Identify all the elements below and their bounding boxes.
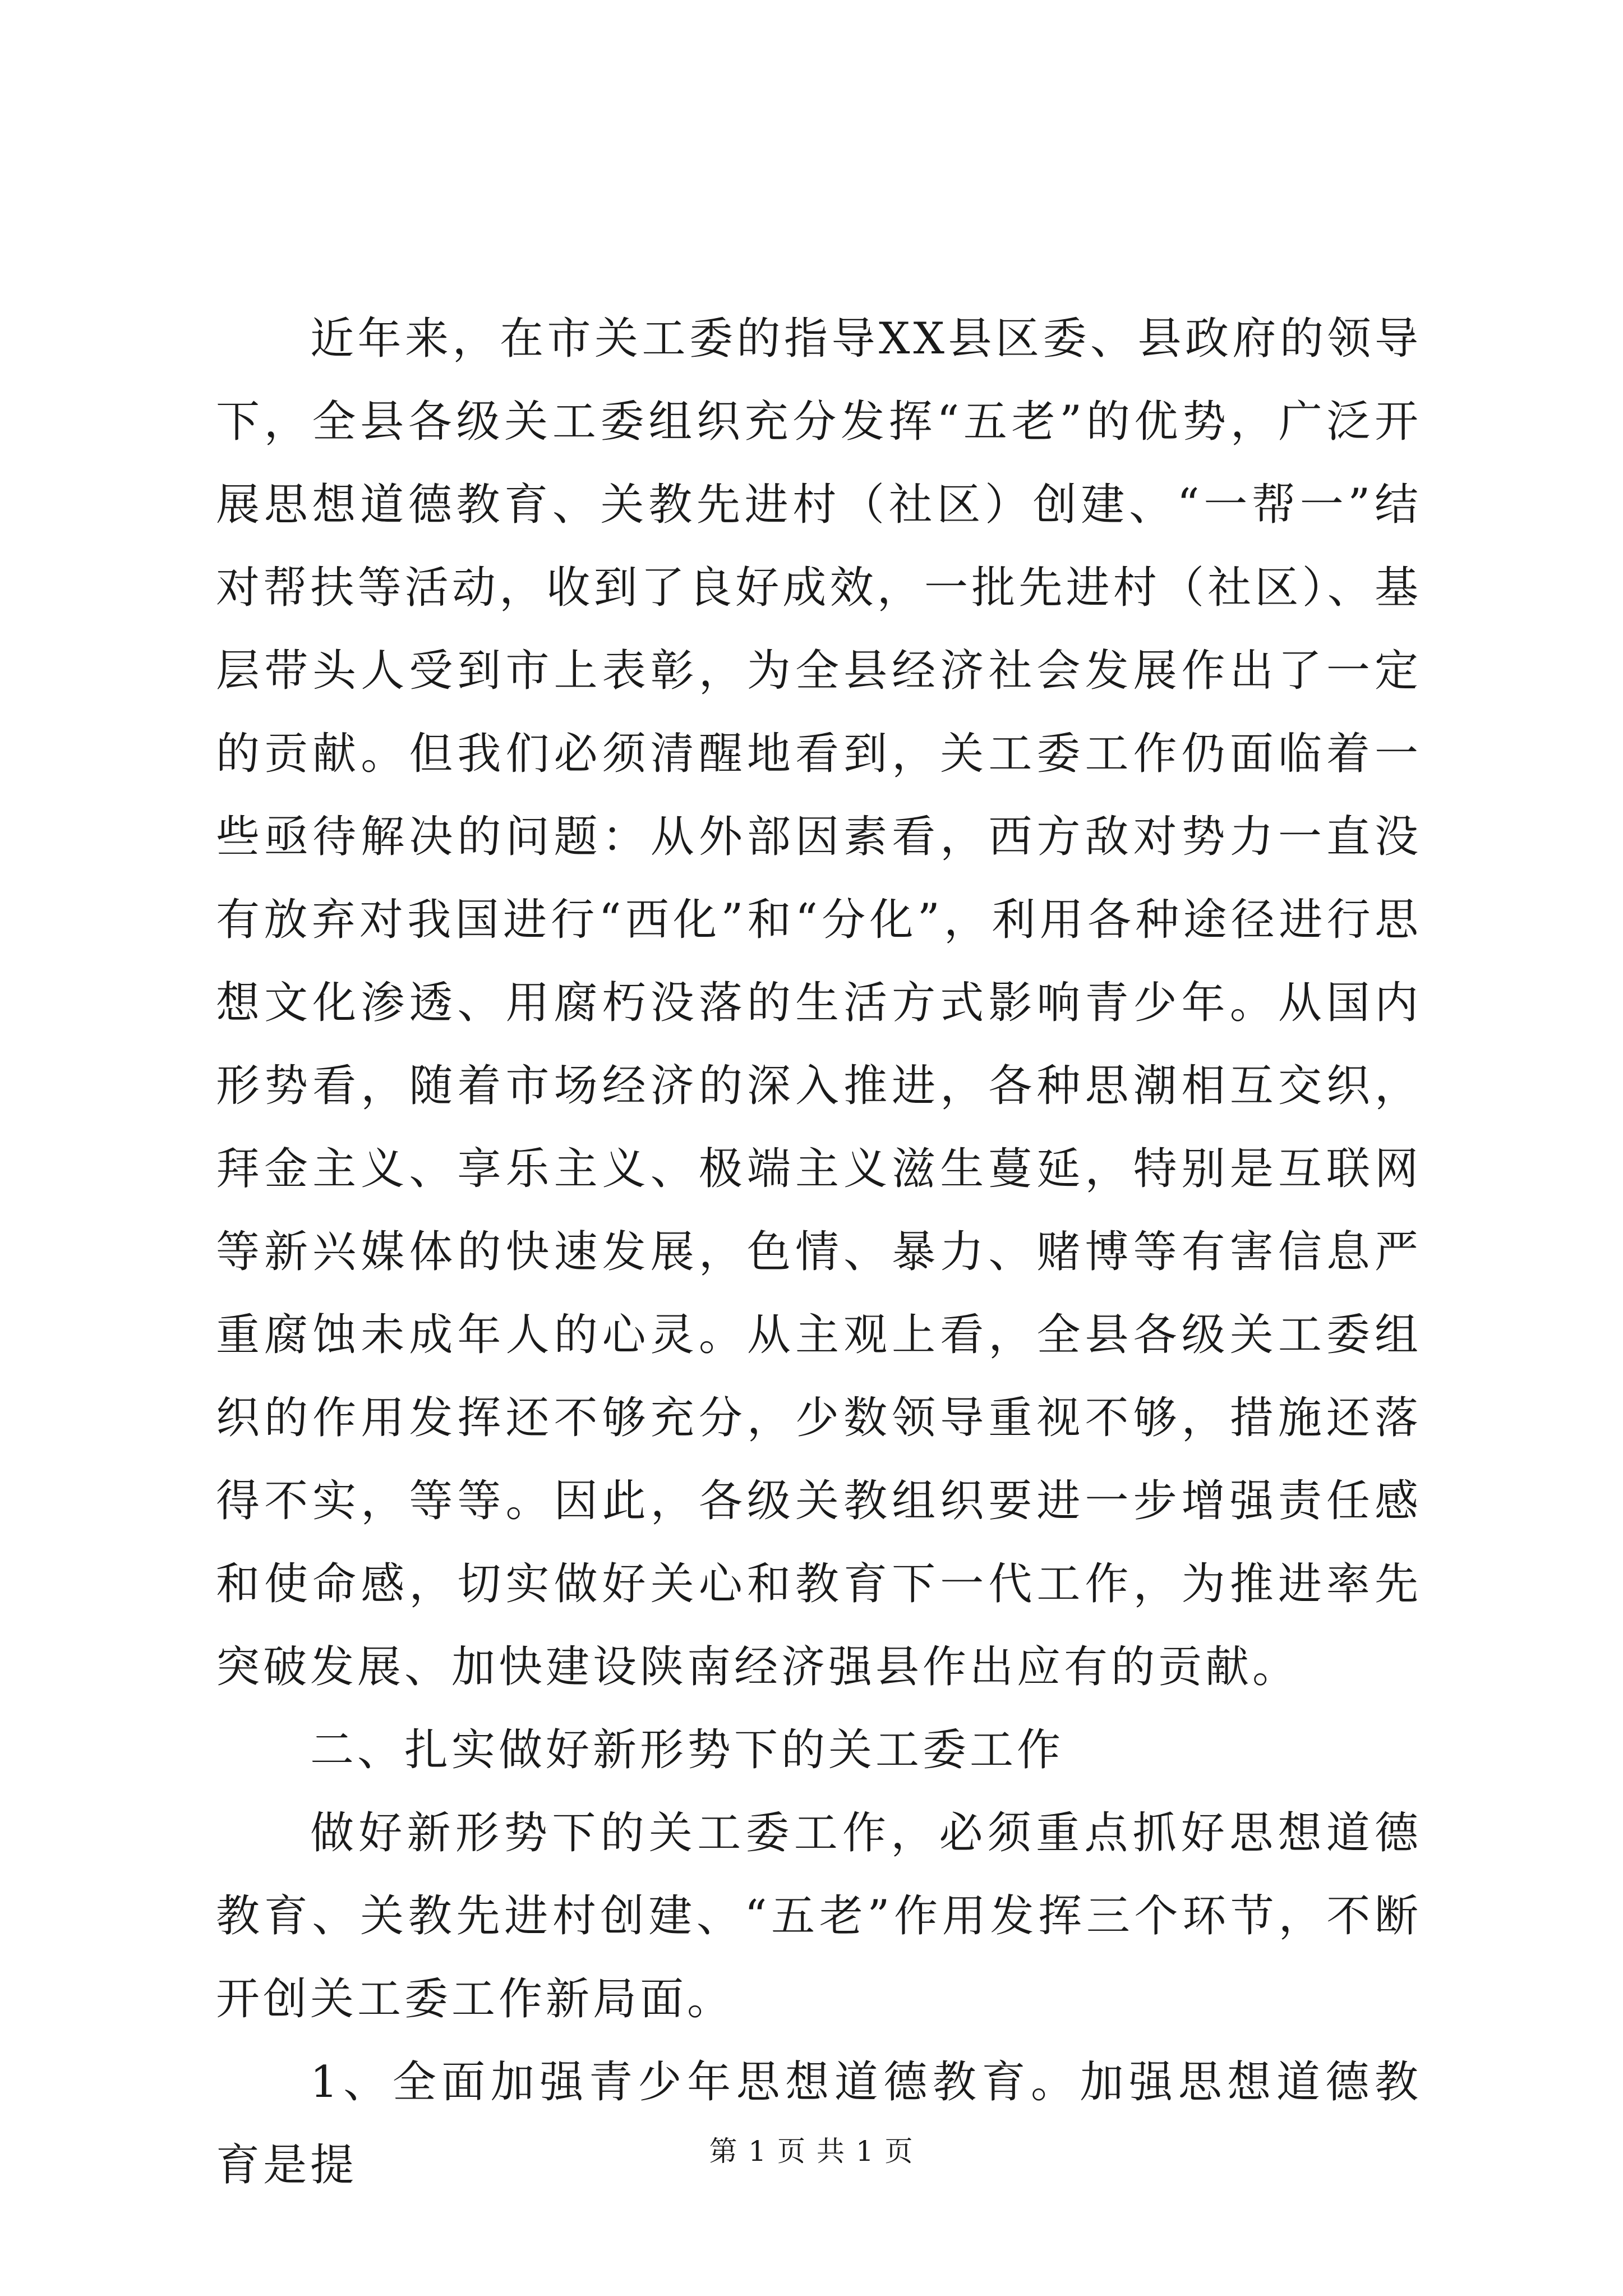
document-body <box>216 297 1422 2207</box>
paragraph-section-intro: 做好新形势下的关工委工作，必须重点抓好思想道德教育、关教先进村创建、“五老”作用发挥三个环节，不断开创关工委工作新局面。 <box>216 1808 1422 2024</box>
section-heading: 二、扎实做好新形势下的关工委工作 <box>310 1725 1064 1775</box>
page-footer: 第 1 页 共 1 页 <box>709 2135 914 2168</box>
paragraph-item-1: 1、全面加强青少年思想道德教育。加强思想道德教育是提 <box>216 2057 1422 2191</box>
paragraph-intro: 近年来，在市关工委的指导XX县区委、县政府的领导下，全县各级关工委组织充分发挥“五老”的优势，广泛开展思想道德教育、关教先进村（社区）创建、“一帮一”结对帮扶等活动，收到了良好成效，一批先进村（社区）、基层带头人受到市上表彰，为全县经济社会发展作出了一定的贡献。但我们必须清醒地看到，关工委工作仍面临着一些亟待解决的问题：从外部因素看，西方敌对势力一直没有放弃对我国进行“西化”和“分化”，利用各种途径进行思想文化渗透、用腐朽没落的生活方式影响青少年。从国内形势看，随着市场经济的深入推进，各种思潮相互交织，拜金主义、享乐主义、极端主义滋生蔓延，特别是互联网等新兴媒体的快速发展，色情、暴力、赌博等有害信息严重腐蚀未成年人的心灵。从主观上看，全县各级关工委组织的作用发挥还不够充分，少数领导重视不够，措施还落得不实，等等。因此，各级关教组织要进一步增强责任感和使命感，切实做好关心和教育下一代工作，为推进率先突破发展、加快建设陕南经济强县作出应有的贡献。 <box>216 314 1422 1692</box>
